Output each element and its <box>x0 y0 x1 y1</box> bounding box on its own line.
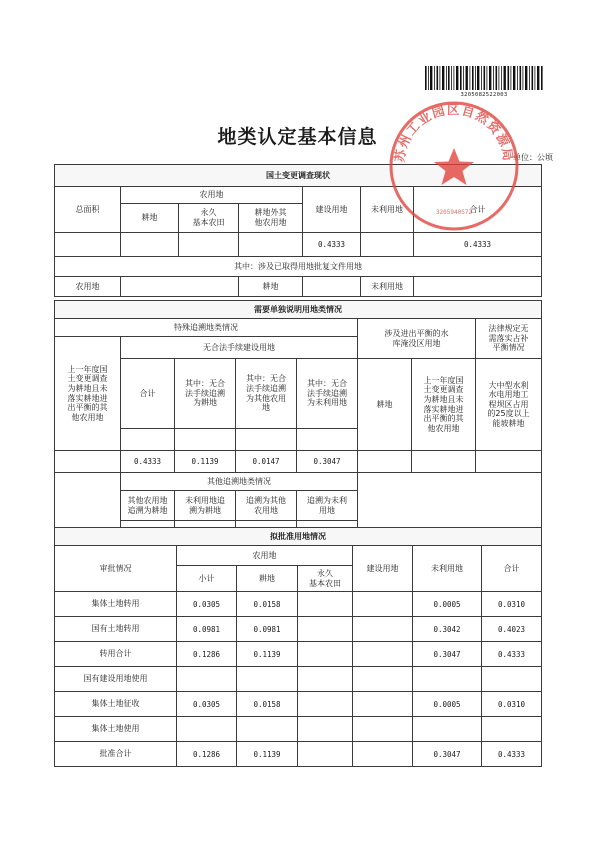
row-perm-value <box>298 642 353 667</box>
row-arable-value <box>237 717 298 742</box>
survey-total-header: 总面积 <box>55 187 121 233</box>
illegal-total-header: 合计 <box>121 359 175 429</box>
prev-year-header: 上一年度国 土变更调查 为耕地且未 落实耕地进 出平衡的其 他农用地 <box>55 337 121 451</box>
row-unused-value: 0.0005 <box>413 692 482 717</box>
legal-text: 大中型水利 水电用地工 程坝区占用 的25度以上 能坡耕地 <box>476 359 542 451</box>
survey-build-value: 0.4333 <box>303 233 361 257</box>
svg-text:3205940572: 3205940572 <box>435 209 473 216</box>
table-row <box>55 717 542 742</box>
row-build-value <box>353 717 413 742</box>
table-row <box>55 642 542 667</box>
proposed-subtotal-header: 小计 <box>177 566 237 592</box>
illegal-other-header: 其中：无合 法手续追溯 为其他农用 地 <box>236 359 297 429</box>
row-subtotal-value: 0.0981 <box>177 617 237 642</box>
row-arable-value <box>237 667 298 692</box>
row-sum-value: 0.0310 <box>482 592 542 617</box>
to-other-farm-header: 追溯为其他 农用地 <box>236 491 297 521</box>
proposed-section-title: 拟批准用地情况 <box>55 528 542 546</box>
approved-unused-value <box>414 277 542 297</box>
row-arable-value: 0.1139 <box>237 742 298 767</box>
illegal-arable-header: 其中：无合 法手续追溯 为耕地 <box>175 359 236 429</box>
legal-value <box>476 451 542 473</box>
reservoir-arable-value <box>358 451 412 473</box>
illegal-arable-spacer <box>175 429 236 451</box>
approved-arable-value <box>303 277 361 297</box>
proposed-perm-header: 永久 基本农田 <box>298 566 353 592</box>
row-perm-value <box>298 717 353 742</box>
illegal-other-value: 0.0147 <box>236 451 297 473</box>
approved-farm-label: 农用地 <box>55 277 121 297</box>
row-label: 转用合计 <box>55 642 177 667</box>
row-unused-value: 0.3042 <box>413 617 482 642</box>
survey-unused-value <box>361 233 414 257</box>
row-perm-value <box>298 667 353 692</box>
row-perm-value <box>298 592 353 617</box>
illegal-unused-header: 其中：无合 法手续追溯 为未利用地 <box>297 359 358 429</box>
proposed-arable-header: 耕地 <box>237 566 298 592</box>
row-label: 集体土地转用 <box>55 592 177 617</box>
row-label: 国有土地转用 <box>55 617 177 642</box>
survey-total-value <box>55 233 121 257</box>
row-subtotal-value: 0.1286 <box>177 742 237 767</box>
svg-text:苏州工业园区自然资源局: 苏州工业园区自然资源局 <box>391 101 517 164</box>
row-unused-value <box>413 667 482 692</box>
row-build-value <box>353 642 413 667</box>
row-build-value <box>353 617 413 642</box>
survey-farm-value <box>121 233 179 257</box>
row-unused-value: 0.3047 <box>413 642 482 667</box>
row-label: 批准合计 <box>55 742 177 767</box>
proposed-sum-header: 合计 <box>482 546 542 592</box>
survey-unused-header: 未利用地 <box>361 187 414 233</box>
survey-perm-header: 永久 基本农田 <box>179 204 239 233</box>
row-subtotal-value <box>177 667 237 692</box>
illegal-total-value: 0.4333 <box>121 451 175 473</box>
proposed-build-header: 建设用地 <box>353 546 413 592</box>
row-sum-value <box>482 667 542 692</box>
other-trace-header: 其他追溯地类情况 <box>121 473 358 491</box>
row-subtotal-value: 0.0305 <box>177 592 237 617</box>
page-title: 地类认定基本信息 <box>217 126 378 148</box>
to-unused-header: 追溯为未利 用地 <box>297 491 358 521</box>
row-label: 集体土地征收 <box>55 692 177 717</box>
unused-to-arable-header: 未利用地追 溯为耕地 <box>175 491 236 521</box>
row-perm-value <box>298 617 353 642</box>
table-row <box>55 592 542 617</box>
row-arable-value: 0.0158 <box>237 592 298 617</box>
survey-sum-header: 合计 <box>414 187 542 233</box>
row-build-value <box>353 742 413 767</box>
row-label: 集体土地使用 <box>55 717 177 742</box>
approved-subtitle: 其中：涉及已取得用地批复文件用地 <box>55 257 542 277</box>
row-perm-value <box>298 742 353 767</box>
row-sum-value <box>482 717 542 742</box>
approved-farm-value <box>121 277 239 297</box>
illegal-total-spacer <box>121 429 175 451</box>
row-perm-value <box>298 692 353 717</box>
survey-perm-value <box>179 233 239 257</box>
table-row <box>55 742 542 767</box>
row-sum-value: 0.4333 <box>482 742 542 767</box>
row-subtotal-value: 0.0305 <box>177 692 237 717</box>
illegal-unused-value: 0.3047 <box>297 451 358 473</box>
proposed-table <box>54 527 542 767</box>
row-arable-value: 0.0158 <box>237 692 298 717</box>
explain-table <box>54 300 542 543</box>
approval-header: 审批情况 <box>55 546 177 592</box>
row-unused-value <box>413 717 482 742</box>
legal-header: 法律规定无 需落实占补 平衡情况 <box>476 319 542 359</box>
illegal-arable-value: 0.1139 <box>175 451 236 473</box>
proposed-farm-header: 农用地 <box>177 546 353 566</box>
table-row <box>55 692 542 717</box>
illegal-unused-spacer <box>297 429 358 451</box>
reservoir-prev-header: 上一年度国 土变更调查 为耕地且未 落实耕地进 出平衡的其 他农用地 <box>412 359 476 451</box>
table-row <box>55 617 542 642</box>
proposed-unused-header: 未利用地 <box>413 546 482 592</box>
survey-other-farm-header: 耕地外其 他农用地 <box>239 204 303 233</box>
special-header: 特殊追溯地类情况 <box>55 319 358 337</box>
survey-section-title: 国土变更调查现状 <box>55 165 542 187</box>
approved-unused-label: 未利用地 <box>361 277 414 297</box>
reservoir-prev-value <box>412 451 476 473</box>
row-subtotal-value <box>177 717 237 742</box>
survey-arable-header: 耕地 <box>121 204 179 233</box>
approved-arable-label: 耕地 <box>239 277 303 297</box>
explain-section-title: 需要单独说明用地类情况 <box>55 301 542 319</box>
survey-table <box>54 164 542 297</box>
reservoir-arable-header: 耕地 <box>358 359 412 451</box>
row-label: 国有建设用地使用 <box>55 667 177 692</box>
barcode-number: 3205082522003 <box>460 92 508 98</box>
illegal-header: 无合法手续建设用地 <box>121 337 358 359</box>
row-sum-value: 0.4333 <box>482 642 542 667</box>
row-build-value <box>353 692 413 717</box>
survey-build-header: 建设用地 <box>303 187 361 233</box>
row-build-value <box>353 667 413 692</box>
row-arable-value: 0.0981 <box>237 617 298 642</box>
reservoir-header: 涉及进出平衡的水 库淹没区用地 <box>358 319 476 359</box>
table-row <box>55 667 542 692</box>
survey-other-farm-value <box>239 233 303 257</box>
other-farm-to-arable-header: 其他农用地 追溯为耕地 <box>121 491 175 521</box>
row-sum-value: 0.4023 <box>482 617 542 642</box>
prev-year-value <box>55 451 121 473</box>
proposed-rows <box>55 592 542 767</box>
row-subtotal-value: 0.1286 <box>177 642 237 667</box>
barcode <box>425 66 543 90</box>
row-build-value <box>353 592 413 617</box>
survey-farm-header: 农用地 <box>121 187 303 204</box>
illegal-other-spacer <box>236 429 297 451</box>
row-unused-value: 0.3047 <box>413 742 482 767</box>
unit-label: 单位：公顷 <box>513 153 553 162</box>
row-unused-value: 0.0005 <box>413 592 482 617</box>
row-arable-value: 0.1139 <box>237 642 298 667</box>
row-sum-value: 0.0310 <box>482 692 542 717</box>
survey-sum-value: 0.4333 <box>414 233 542 257</box>
